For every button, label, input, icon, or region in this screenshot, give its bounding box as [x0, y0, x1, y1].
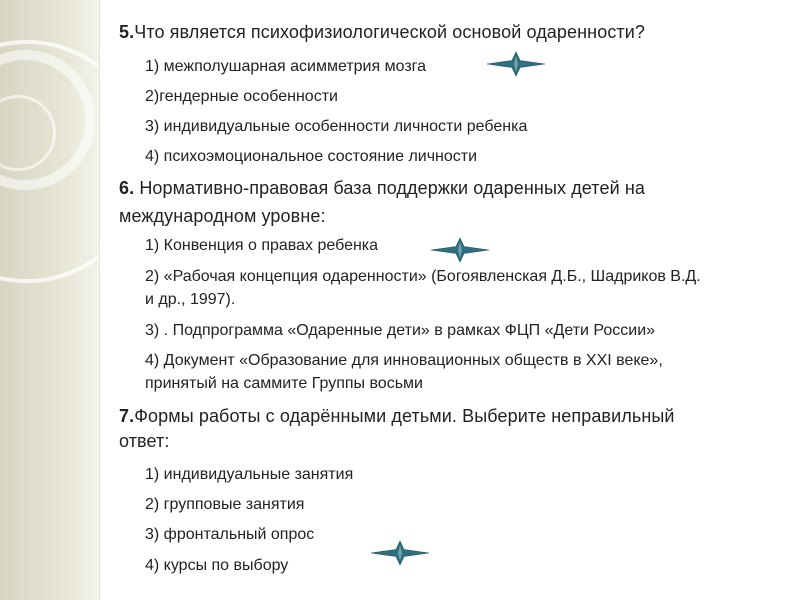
- question-6-heading: [119, 178, 645, 198]
- answer-option: 3) . Подпрограмма «Одаренные дети» в рамках ФЦП «Дети России»: [145, 322, 656, 339]
- answer-option: 2)гендерные особенности: [145, 88, 338, 105]
- answer-option: 1) Конвенция о правах ребенка: [145, 237, 379, 254]
- answer-option: 2) «Рабочая концепция одаренности» (Богоявленская Д.Б., Шадриков В.Д.: [145, 268, 701, 285]
- answer-option: 1) индивидуальные занятия: [145, 466, 354, 483]
- question-text-continued: международном уровне:: [119, 206, 326, 226]
- question-text-continued: ответ:: [119, 431, 170, 451]
- question-number: 7.: [119, 406, 135, 426]
- question-text: Нормативно-правовая база поддержки одаренных детей на: [134, 178, 645, 198]
- question-number: 5.: [119, 22, 135, 42]
- answer-option: 4) Документ «Образование для инновационных обществ в XXI веке»,: [145, 352, 663, 369]
- question-text: Формы работы с одарёнными детьми. Выберите неправильный: [134, 406, 675, 426]
- compass-star-icon: [486, 51, 546, 77]
- answer-option: 4) курсы по выбору: [145, 557, 289, 574]
- question-text: Что является психофизиологической основой одаренности?: [134, 22, 646, 42]
- compass-star-icon: [430, 237, 490, 263]
- compass-star-icon: [370, 540, 430, 566]
- answer-option: 3) индивидуальные особенности личности ребенка: [145, 118, 528, 135]
- answer-option: 4) психоэмоциональное состояние личности: [145, 148, 478, 165]
- question-7-heading: [119, 406, 675, 426]
- answer-option: 3) фронтальный опрос: [145, 526, 315, 543]
- answer-option: 1) межполушарная асимметрия мозга: [145, 58, 427, 75]
- question-number: 6.: [119, 178, 135, 198]
- answer-option-continued: и др., 1997).: [145, 291, 236, 308]
- answer-option-continued: принятый на саммите Группы восьми: [145, 375, 423, 392]
- answer-option: 2) групповые занятия: [145, 496, 305, 513]
- question-5-heading: [119, 22, 645, 42]
